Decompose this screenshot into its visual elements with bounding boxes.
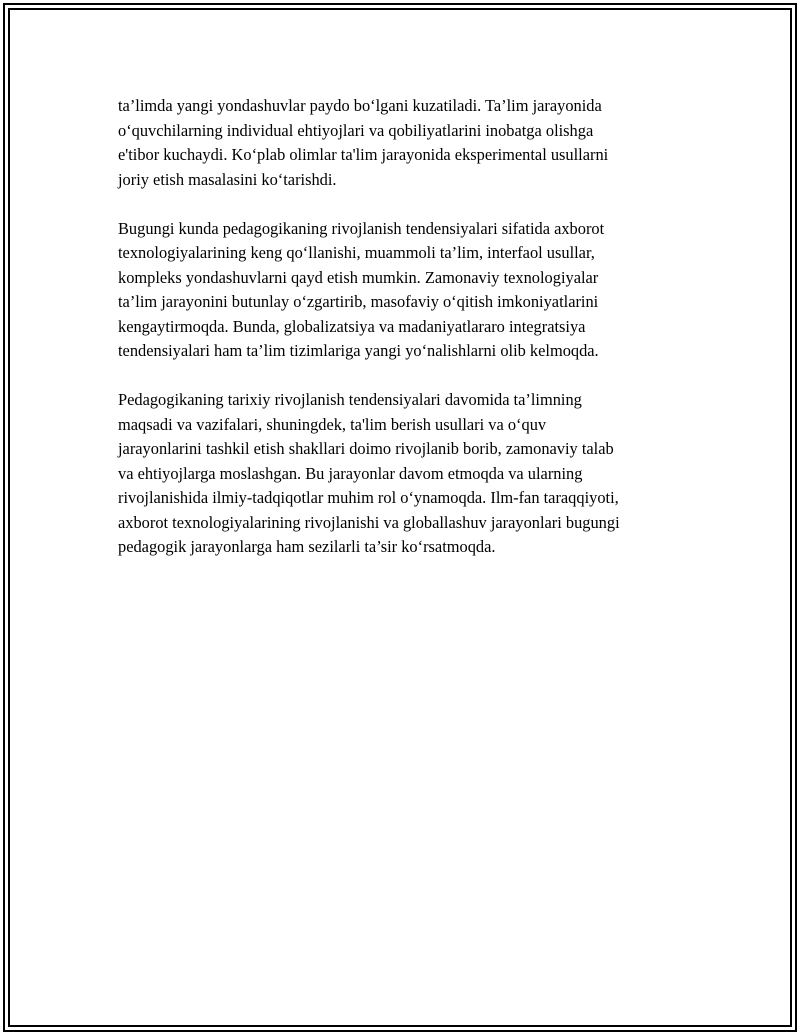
- text-line: va ehtiyojlarga moslashgan. Bu jarayonlar davom etmoqda va ularning: [118, 463, 583, 483]
- text-line: jarayonlarini tashkil etish shakllari doimo rivojlanib borib, zamonaviy talab: [118, 439, 614, 458]
- text-line: maqsadi va vazifalari, shuningdek, ta'lim berish usullari va o‘quv: [118, 414, 547, 434]
- text-line: kengaytirmoqda. Bunda, globalizatsiya va madaniyatlararo integratsiya: [118, 316, 586, 336]
- text-line: kompleks yondashuvlarni qayd etish mumkin. Zamonaviy texnologiyalar: [118, 267, 599, 287]
- text-line: joriy etish masalasini ko‘tarishdi.: [118, 169, 337, 189]
- text-line: Bugungi kunda pedagogikaning rivojlanish tendensiyalari sifatida axborot: [118, 218, 605, 238]
- text-line: ta’limda yangi yondashuvlar paydo bo‘lgani kuzatiladi. Ta’lim jarayonida: [118, 96, 602, 115]
- text-line: ta’lim jarayonini butunlay o‘zgartirib, masofaviy o‘qitish imkoniyatlarini: [118, 292, 599, 311]
- text-line: pedagogik jarayonlarga ham sezilarli ta’sir ko‘rsatmoqda.: [118, 537, 496, 556]
- text-line: texnologiyalarining keng qo‘llanishi, muammoli ta’lim, interfaol usullar,: [118, 243, 595, 262]
- text-line: o‘quvchilarning individual ehtiyojlari va qobiliyatlarini inobatga olishga: [118, 120, 594, 140]
- text-line: axborot texnologiyalarining rivojlanishi va globallashuv jarayonlari bugungi: [118, 512, 620, 532]
- text-line: Pedagogikaning tarixiy rivojlanish tendensiyalari davomida ta’limning: [118, 390, 582, 409]
- paragraph-3: [118, 388, 696, 560]
- text-line: rivojlanishida ilmiy-tadqiqotlar muhim rol o‘ynamoqda. Ilm-fan taraqqiyoti,: [118, 488, 619, 507]
- text-line: e'tibor kuchaydi. Ko‘plab olimlar ta'lim jarayonida eksperimental usullarni: [118, 145, 609, 164]
- document-body: [118, 94, 696, 584]
- text-line: tendensiyalari ham ta’lim tizimlariga yangi yo‘nalishlarni olib kelmoqda.: [118, 341, 599, 360]
- paragraph-2: [118, 217, 696, 364]
- paragraph-1: [118, 94, 696, 192]
